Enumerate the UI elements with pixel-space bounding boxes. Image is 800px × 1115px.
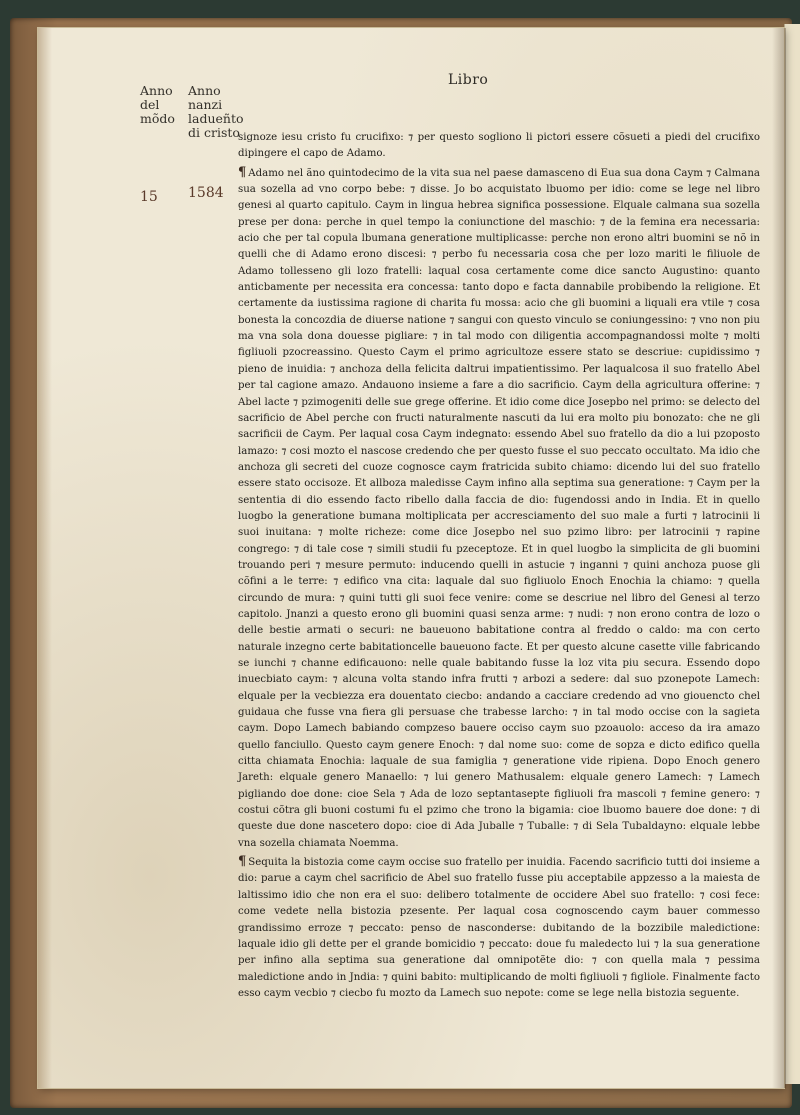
margin-heading-anno-mondo: Anno del mõdo <box>140 83 175 126</box>
paragraph-1: signoze iesu cristo fu crucifixo: ⁊ per questo sogliono li pictori essere cõsueti a piedi del crucifixo dipingere el capo de Adamo. <box>238 132 760 160</box>
paragraph-3 <box>238 854 760 1002</box>
running-head: Libro <box>448 72 489 88</box>
pilcrow-icon: ¶ <box>238 164 247 180</box>
margin-year-mondo: 15 <box>140 189 158 205</box>
book-page <box>38 28 784 1088</box>
facing-page-edge <box>784 24 800 1084</box>
paragraph-2-text: Adamo nel ãno quintodecimo de la vita sua nel paese damasceno di Eua sua dona Caym ⁊ Calmana sua sozella ad vno corpo bebe: ⁊ disse. Jo bo acquistato lbuomo per idio: come se lege nel libro genesi al quarto capitulo. Caym in lingua hebrea significa possessione. Elquale calmana sua sozella prese per dona: perche in quel tempo la coniunctione del maschio: ⁊ de la femina era necessaria: acio che per tal copula lbumana generatione multiplicasse: perche non erono altri buomini se nõ in quelli che di Adamo erono discesi: ⁊ perbo fu necessaria cosa che per lozo mariti le filiuole de Adamo tollesseno gli lozo fratelli: laqual cosa certamente come dice sancto Augustino: quanto anticbamente per necessita era concessa: tanto dopo e facta dannabile probibendo la religione. Et certamente da iustissima ragione di charita fu mossa: acio che gli buomini a liquali era vtile ⁊ cosa bonesta la concozdia de diuerse natione ⁊ sangui con questo vinculo se coniungessino: ⁊ vno non piu ma vna sola dona douesse pigliare: ⁊ in tal modo con diligentia accompagnandossi molte ⁊ molti figliuoli pzocreassino. Questo Caym el primo agricultoze essere stato se descriue: cupidissimo ⁊ pieno de inuidia: ⁊ anchoza della felicita daltrui impatientissimo. Per laqualcosa il suo fratello Abel per tal cagione amazo. Andauono insieme a fare a dio sacrificio. Caym della agricultura offerine: ⁊ Abel lacte ⁊ pzimogeniti delle sue grege offerine. Et idio come dice Josepbo nel primo: se delecto del sacrificio de Abel perche con fructi naturalmente nascuti da lui era molto piu bonozato: che ne gli sacrificii de Caym. Per laqual cosa Caym indegnato: essendo Abel suo fratello da dio a lui pzoposto lamazo: ⁊ cosi mozto el nascose credendo che per questo fusse el suo peccato occultato. Ma idio che anchoza gli secreti del cuoze cognosce caym fratricida subito chiamo: dicendo lui del suo fratello essere stato occisoze. Et allboza maledisse Caym infino alla septima sua generatione: ⁊ Caym per la sententia di dio essendo facto ribello dalla faccia de dio: fugendossi ando in India. Et in quello luogbo la generatione bumana moltiplicata per accresciamento del suo male a furti ⁊ latrocinii li suoi inuitana: ⁊ molte richeze: come dice Josepbo nel suo pzimo libro: per latrocinii ⁊ rapine congrego: ⁊ di tale cose ⁊ simili studii fu pzeceptoze. Et in quel luogbo la simplicita de gli buomini trouando peri ⁊ mesure permuto: inducendo quelli in astucie ⁊ inganni ⁊ quini anchoza puose gli cõfini a le terre: ⁊ edifico vna cita: laquale dal suo figliuolo Enoch Enochia la chiamo: ⁊ quella circundo de mura: ⁊ quini tutti gli suoi fece venire: come se descriue nel libro del Genesi al terzo capitolo. Jnanzi a questo erono gli buomini quasi senza arme: ⁊ nudi: ⁊ non erono contra de lozo o delle bestie armati o securi: ne baueuono babitatione contra al freddo o caldo: ma con certo naturale inzegno certe babitationcelle baueuono facte. Et per questo alcune casette ville fabricando se iunchi ⁊ channe edificauono: nelle quale babitando fusse la loz vita piu secura. Essendo dopo inuecbiato caym: ⁊ alcuna volta stando infra frutti ⁊ arbozi a sedere: dal suo pzonepote Lamech: elquale per la vecbiezza era douentato ciecbo: andando a cacciare credendo ad vno giouencto chel guidaua che fusse vna fiera gli persuase che trabesse larcho: ⁊ in tal modo occise con la sagieta caym. Dopo Lamech babiando compzeso bauere occiso caym suo pzoauolo: acceso da ira amazo quello fanciullo. Questo caym genere Enoch: ⁊ dal nome suo: come de sopza e dicto edifico quella citta chiamata Enochia: laquale de sua famiglia ⁊ generatione vide ripiena. Dopo Enoch genero Jareth: elquale genero Manaello: ⁊ lui genero Mathusalem: elquale genero Lamech: ⁊ Lamech pigliando doe done: cioe Sela ⁊ Ada de lozo septantasepte figliuoli fra mascoli ⁊ femine genero: ⁊ costui cõtra gli buoni costumi fu el pzimo che trono la bigamia: cioe lbuomo bauere doe done: ⁊ di queste due done nascetero dopo: cioe di Ada Juballe ⁊ Tuballe: ⁊ di Sela Tubaldayno: elquale lebbe vna sozella chiamata Noemma. <box>238 167 760 849</box>
page-gutter-shadow <box>38 28 52 1088</box>
spine-shadow <box>772 28 786 1088</box>
paragraph-2 <box>238 165 760 852</box>
paragraph-3-text: Sequita la bistozia come caym occise suo fratello per inuidia. Facendo sacrificio tutti doi insieme a dio: parue a caym chel sacrificio de Abel suo fratello fusse piu acceptabile appzesso a la maiesta de laltissimo idio che non era el suo: delibero totalmente de occidere Abel suo fratello: ⁊ cosi fece: come vedete nella bistozia pzesente. Per laqual cosa cognoscendo caym bauer commesso grandissimo erroze ⁊ peccato: penso de nasconderse: dubitando de la bozzibile maledictione: laquale idio gli dette per el grande bomicidio ⁊ peccato: doue fu maledecto lui ⁊ la sua generatione per infino alla septima sua generatione dal omnipotẽte dio: ⁊ con quella mala ⁊ pessima maledictione ando in Jndia: ⁊ quini babito: multiplicando de molti figliuoli ⁊ figliole. Finalmente facto esso caym vecbio ⁊ ciecbo fu mozto da Lamech suo nepote: come se lege nella bistozia seguente. <box>238 857 760 999</box>
margin-year-nanzi: 1584 <box>188 185 224 201</box>
body-text <box>238 130 760 1002</box>
pilcrow-icon: ¶ <box>238 854 247 870</box>
margin-heading-anno-nanzi: Anno nanzi ladueñto di cristo <box>188 83 244 140</box>
